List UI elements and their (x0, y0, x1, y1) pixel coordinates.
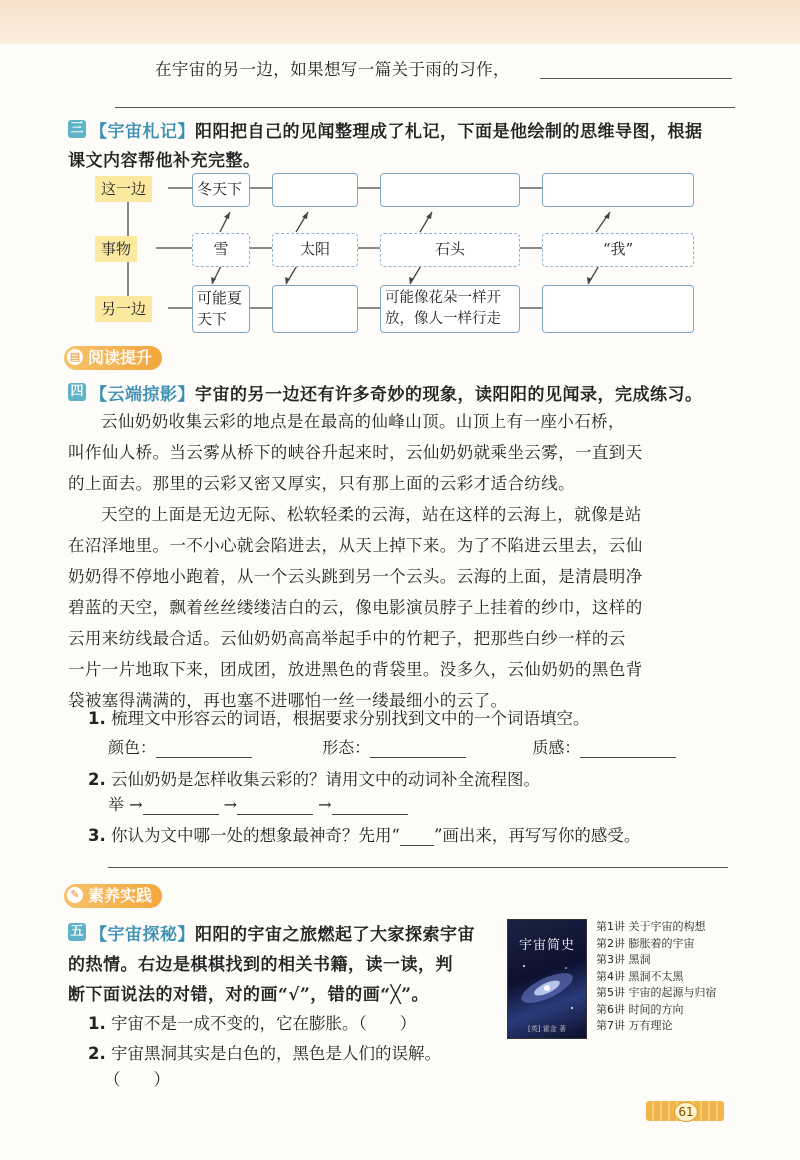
question-badge: 四 (68, 383, 86, 401)
question-5-line-1 (90, 920, 475, 945)
passage-line: 碧蓝的天空，飘着丝丝缕缕洁白的云，像电影演员脖子上挂着的纱巾，这样的 (68, 598, 643, 617)
label-things: 事物 (95, 236, 137, 262)
map-box-sun: 太阳 (272, 233, 358, 267)
toc-item: 第5讲 宇宙的起源与归宿 (596, 986, 717, 999)
sub-question-3 (88, 822, 640, 846)
question-badge: 三 (68, 120, 86, 138)
map-box-stone-other (380, 285, 520, 333)
map-box-text: 天下 (197, 310, 228, 328)
passage-line: 在沼泽地里。一不小心就会陷进去，从天上掉下来。为了不陷进云里去，云仙 (68, 536, 643, 555)
passage (68, 406, 738, 716)
answer-line[interactable] (115, 107, 735, 108)
question-text: 阳阳的宇宙之旅燃起了大家探索宇宙 (195, 925, 475, 945)
map-box-blank[interactable] (380, 173, 520, 207)
page-number-badge (646, 1101, 724, 1121)
underline-sample (400, 831, 434, 846)
toc-item: 第1讲 关于宇宙的构想 (596, 920, 706, 933)
fill-row (108, 735, 748, 758)
question-text: 阳阳把自己的见闻整理成了札记，下面是他绘制的思维导图，根据 (195, 122, 703, 142)
page-number: 61 (674, 1102, 698, 1122)
question-3-line-2: 课文内容帮他补充完整。 (68, 151, 261, 171)
book-cover (507, 919, 587, 1039)
fill-blank[interactable] (237, 796, 313, 815)
sub-number: 3. (88, 826, 106, 845)
fill-blank[interactable] (580, 739, 676, 758)
map-box-winter: 冬天下 (192, 173, 250, 207)
question-badge: 五 (68, 923, 86, 941)
book-author: [英] 霍金 著 (528, 1025, 566, 1033)
fill-blank[interactable] (332, 796, 408, 815)
passage-line: 一片一片地取下来，团成团，放进黑色的背袋里。没多久，云仙奶奶的黑色背 (68, 660, 643, 679)
question-4-title (90, 380, 703, 405)
map-box-text: 可能夏 (197, 289, 243, 307)
map-box-text: 可能像花朵一样开 (385, 290, 501, 306)
question-tag: 【云端掠影】 (90, 385, 195, 405)
arrow-icon: → (223, 795, 238, 814)
map-box-blank[interactable] (542, 285, 694, 333)
question-5-line-3: 断下面说法的对错，对的画“√”，错的画“╳”。 (68, 985, 430, 1005)
judge-2-paren[interactable]: （ ） (104, 1070, 170, 1089)
judge-2 (88, 1040, 441, 1064)
flow-start: 举 (108, 795, 125, 814)
toc-item: 第4讲 黑洞不太黑 (596, 969, 684, 983)
fill-label: 质感： (532, 738, 581, 757)
passage-line: 天空的上面是无边无际、松软轻柔的云海，站在这样的云海上，就像是站 (101, 505, 642, 524)
book-toc (596, 919, 717, 1035)
toc-item: 第7讲 万有理论 (596, 1019, 673, 1032)
sub-text: 梳理文中形容云的词语，根据要求分别找到文中的一个词语填空。 (111, 709, 590, 728)
map-box-text: 放，像人一样行走 (385, 311, 501, 327)
sub-question-1 (88, 705, 590, 729)
top-band (0, 0, 800, 44)
map-box-me: “我” (542, 233, 694, 267)
toc-item: 第3讲 黑洞 (596, 953, 651, 966)
pencil-icon: ✎ (67, 887, 83, 903)
toc-item: 第2讲 膨胀着的宇宙 (596, 936, 695, 950)
section-title: 阅读提升 (88, 348, 153, 367)
map-box-blank[interactable] (272, 173, 358, 207)
passage-line: 袋被塞得满满的，再也塞不进哪怕一丝一缕最细小的云了。 (68, 691, 508, 710)
sub-text: ”画出来，再写写你的感受。 (433, 826, 641, 845)
passage-line: 叫作仙人桥。当云雾从桥下的峡谷升起来时，云仙奶奶就乘坐云雾，一直到天 (68, 443, 643, 462)
question-text: 宇宙的另一边还有许多奇妙的现象，读阳阳的见闻录，完成练习。 (195, 385, 703, 405)
label-other-side: 另一边 (95, 296, 152, 322)
fill-blank[interactable] (143, 796, 219, 815)
map-box-blank[interactable] (542, 173, 694, 207)
passage-line: 云用来纺线最合适。云仙奶奶高高举起手中的竹耙子，把那些白纱一样的云 (68, 629, 626, 648)
question-tag: 【宇宙札记】 (90, 122, 195, 142)
fill-blank[interactable] (370, 739, 466, 758)
label-this-side: 这一边 (95, 176, 152, 202)
arrow-icon: → (129, 795, 143, 814)
passage-line: 的上面去。那里的云彩又密又厚实，只有那上面的云彩才适合纺线。 (68, 474, 575, 493)
intro-line: 在宇宙的另一边，如果想写一篇关于雨的习作， (155, 60, 510, 79)
map-box-summer (192, 285, 250, 333)
map-box-blank[interactable] (272, 285, 358, 333)
arrow-icon: → (318, 795, 332, 814)
sub-question-2 (88, 766, 540, 790)
sub-text: 你认为文中哪一处的想象最神奇？先用“ (111, 826, 400, 845)
section-reading (64, 346, 162, 370)
fill-label: 颜色： (108, 738, 157, 757)
galaxy-icon (514, 958, 580, 1018)
question-3-line-1 (90, 117, 703, 142)
sub-text: 宇宙不是一成不变的，它在膨胀。（ ） (111, 1014, 417, 1033)
book-title: 宇宙简史 (518, 938, 575, 953)
toc-item: 第6讲 时间的方向 (596, 1002, 684, 1016)
question-tag: 【宇宙探秘】 (90, 925, 195, 945)
sub-number: 1. (88, 1014, 106, 1033)
question-5-line-2: 的热情。右边是棋棋找到的相关书籍，读一读，判 (68, 955, 453, 975)
map-box-snow: 雪 (192, 233, 250, 267)
passage-line: 奶奶得不停地小跑着，从一个云头跳到另一个云头。云海的上面，是清晨明净 (68, 567, 643, 586)
fill-blank[interactable] (156, 739, 252, 758)
sub-number: 2. (88, 1044, 106, 1063)
answer-line[interactable] (540, 78, 732, 79)
passage-line: 云仙奶奶收集云彩的地点是在最高的仙峰山顶。山顶上有一座小石桥， (101, 412, 625, 431)
section-title: 素养实践 (88, 886, 153, 905)
sub-number: 1. (88, 709, 106, 728)
fill-label: 形态： (322, 738, 371, 757)
sub-number: 2. (88, 770, 106, 789)
flow-row (108, 792, 408, 815)
map-box-stone: 石头 (380, 233, 520, 267)
sub-text: 宇宙黑洞其实是白色的，黑色是人们的误解。 (111, 1044, 441, 1063)
book-icon: ▤ (67, 349, 83, 365)
sub-text: 云仙奶奶是怎样收集云彩的？请用文中的动词补全流程图。 (111, 770, 540, 789)
judge-1 (88, 1010, 416, 1034)
section-practice (64, 884, 162, 908)
answer-line[interactable] (108, 867, 728, 868)
